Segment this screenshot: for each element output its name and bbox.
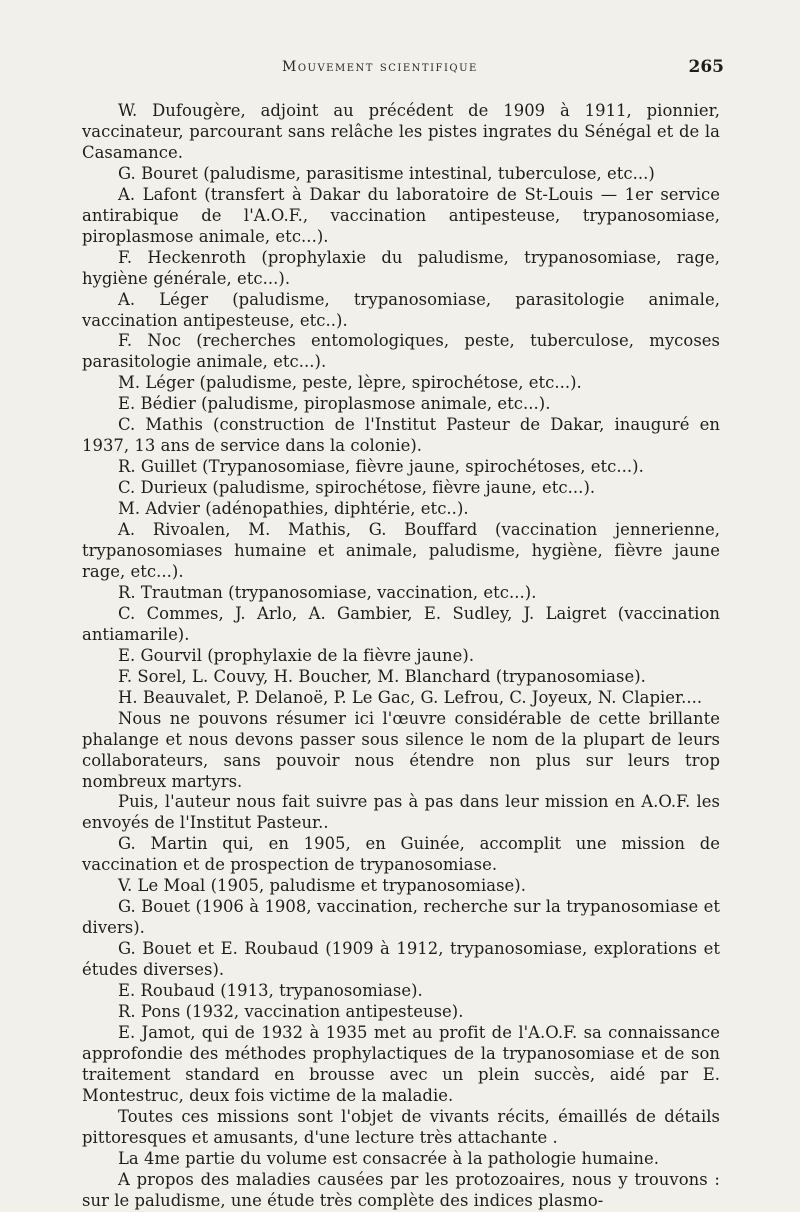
paragraph: M. Léger (paludisme, peste, lèpre, spirochétose, etc...).	[118, 373, 582, 393]
paragraph: R. Trautman (trypanosomiase, vaccination, etc...).	[118, 582, 537, 602]
paragraph: E. Gourvil (prophylaxie de la fièvre jaune).	[118, 645, 475, 665]
page-number: 265	[688, 57, 724, 77]
running-head: Mouvement scientifique	[282, 59, 478, 75]
paragraph: V. Le Moal (1905, paludisme et trypanosomiase).	[118, 876, 527, 896]
page-header	[82, 55, 724, 85]
paragraph: A. Léger (paludisme, trypanosomiase, parasitologie animale, vaccination antipesteuse, etc..).	[82, 289, 720, 330]
body-text	[82, 101, 720, 1212]
paragraph: E. Roubaud (1913, trypanosomiase).	[118, 981, 423, 1001]
paragraph: M. Advier (adénopathies, diphtérie, etc..).	[118, 499, 469, 519]
paragraph: E. Jamot, qui de 1932 à 1935 met au profit de l'A.O.F. sa connaissance approfondie des méthodes prophylactiques de la trypanosomiase et de son traitement standard en brousse avec un plein succès, aidé par E. Montestruc, deux fois victime de la maladie.	[82, 1022, 720, 1105]
paragraph: G. Bouet et E. Roubaud (1909 à 1912, trypanosomiase, explorations et études diverses).	[82, 939, 720, 980]
paragraph: G. Bouet (1906 à 1908, vaccination, recherche sur la trypanosomiase et divers).	[82, 897, 720, 938]
paragraph: A. Lafont (transfert à Dakar du laboratoire de St-Louis — 1er service antirabique de l'A.O.F., vaccination antipesteuse, trypanosomiase, piroplasmose animale, etc...).	[82, 184, 720, 246]
paragraph: H. Beauvalet, P. Delanoë, P. Le Gac, G. Lefrou, C. Joyeux, N. Clapier....	[118, 687, 703, 707]
paragraph: La 4me partie du volume est consacrée à la pathologie humaine.	[118, 1148, 660, 1168]
paragraph: C. Durieux (paludisme, spirochétose, fièvre jaune, etc...).	[118, 478, 596, 498]
paragraph: E. Bédier (paludisme, piroplasmose animale, etc...).	[118, 394, 551, 414]
paragraph: F. Sorel, L. Couvy, H. Boucher, M. Blanchard (trypanosomiase).	[118, 666, 646, 686]
paragraph: C. Commes, J. Arlo, A. Gambier, E. Sudley, J. Laigret (vaccination antiamarile).	[82, 603, 720, 644]
paragraph: G. Bouret (paludisme, parasitisme intestinal, tuberculose, etc...)	[118, 163, 655, 183]
paragraph: F. Heckenroth (prophylaxie du paludisme, trypanosomiase, rage, hygiène générale, etc...).	[82, 247, 720, 288]
paragraph: G. Martin qui, en 1905, en Guinée, accomplit une mission de vaccination et de prospection de trypanosomiase.	[82, 834, 720, 875]
paragraph: A propos des maladies causées par les protozoaires, nous y trouvons : sur le paludisme, une étude très complète des indices plasmo-	[82, 1169, 720, 1210]
paragraph: R. Guillet (Trypanosomiase, fièvre jaune, spirochétoses, etc...).	[118, 457, 644, 477]
paragraph: R. Pons (1932, vaccination antipesteuse).	[118, 1001, 464, 1021]
paragraph: Puis, l'auteur nous fait suivre pas à pas dans leur mission en A.O.F. les envoyés de l'Institut Pasteur..	[82, 792, 720, 833]
paragraph: A. Rivoalen, M. Mathis, G. Bouffard (vaccination jennerienne, trypanosomiases humaine et animale, paludisme, hygiène, fièvre jaune rage, etc...).	[82, 520, 720, 581]
paragraph: W. Dufougère, adjoint au précédent de 1909 à 1911, pionnier, vaccinateur, parcourant sans relâche les pistes ingrates du Sénégal et de la Casamance.	[82, 101, 720, 162]
paragraph: F. Noc (recherches entomologiques, peste, tuberculose, mycoses parasitologie animale, etc...).	[82, 331, 720, 372]
paragraph: Nous ne pouvons résumer ici l'œuvre considérable de cette brillante phalange et nous devons passer sous silence le nom de la plupart de leurs collaborateurs, sans pouvoir nous étendre non plus sur leurs trop nombreux martyrs.	[82, 708, 720, 791]
paragraph: Toutes ces missions sont l'objet de vivants récits, émaillés de détails pittoresques et amusants, d'une lecture très attachante .	[82, 1106, 720, 1147]
paragraph: C. Mathis (construction de l'Institut Pasteur de Dakar, inauguré en 1937, 13 ans de service dans la colonie).	[82, 415, 720, 456]
